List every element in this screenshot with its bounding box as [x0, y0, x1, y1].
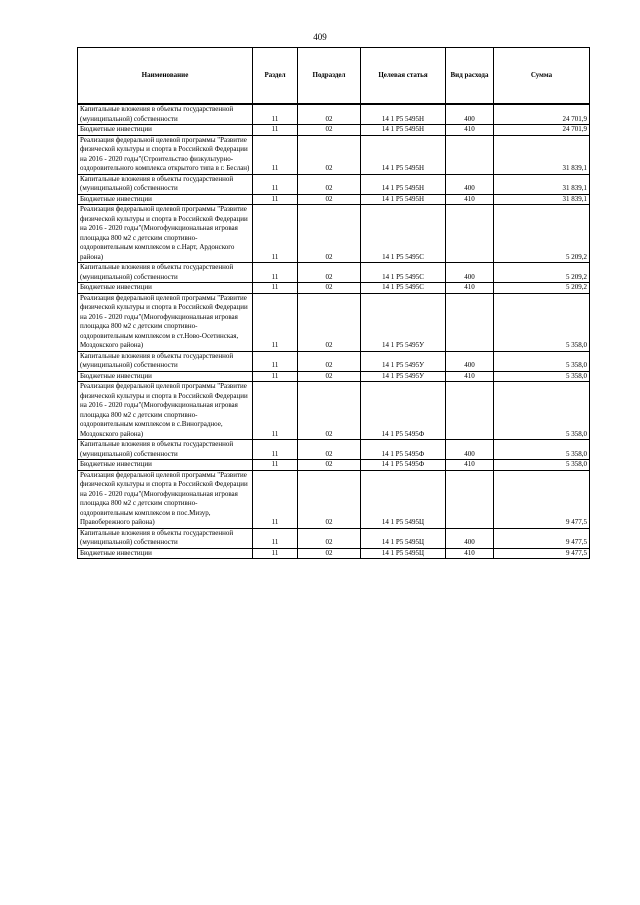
row-subsection: 02 — [298, 283, 361, 294]
row-target: 14 1 Р5 5495Ц — [361, 548, 446, 559]
table-row — [78, 135, 590, 174]
row-amount: 5 358,0 — [494, 351, 590, 371]
row-expense-type: 400 — [446, 528, 494, 548]
row-expense-type — [446, 135, 494, 174]
row-amount: 24 701,9 — [494, 125, 590, 136]
row-subsection: 02 — [298, 528, 361, 548]
row-name: Бюджетные инвестиции — [78, 125, 253, 136]
row-subsection: 02 — [298, 440, 361, 460]
row-expense-type: 400 — [446, 351, 494, 371]
table-row — [78, 548, 590, 559]
row-amount: 5 209,2 — [494, 283, 590, 294]
table-row — [78, 104, 590, 125]
row-section: 11 — [253, 351, 298, 371]
row-target: 14 1 Р5 5495Н — [361, 174, 446, 194]
row-amount: 9 477,5 — [494, 470, 590, 528]
row-expense-type — [446, 205, 494, 263]
row-name: Капитальные вложения в объекты государственной (муниципальной) собственности — [78, 104, 253, 125]
row-subsection: 02 — [298, 174, 361, 194]
row-section: 11 — [253, 528, 298, 548]
row-name: Бюджетные инвестиции — [78, 548, 253, 559]
row-name: Капитальные вложения в объекты государственной (муниципальной) собственности — [78, 174, 253, 194]
row-name: Капитальные вложения в объекты государственной (муниципальной) собственности — [78, 528, 253, 548]
row-section: 11 — [253, 174, 298, 194]
row-amount: 24 701,9 — [494, 104, 590, 125]
header-section: Раздел — [253, 48, 298, 105]
table-row — [78, 351, 590, 371]
row-subsection: 02 — [298, 293, 361, 351]
row-target: 14 1 Р5 5495Н — [361, 194, 446, 205]
row-expense-type: 410 — [446, 194, 494, 205]
row-target: 14 1 Р5 5495Н — [361, 104, 446, 125]
row-section: 11 — [253, 104, 298, 125]
table-row — [78, 125, 590, 136]
row-name: Бюджетные инвестиции — [78, 283, 253, 294]
row-name: Реализация федеральной целевой программы "Развитие физической культуры и спорта в Российской Федерации на 2016 - 2020 годы"(Многофункциональная игровая площадка 800 м2 с детским спортивно-оздоровительным комплексом в с.Виноградное, Моздокского района) — [78, 382, 253, 440]
row-target: 14 1 Р5 5495С — [361, 263, 446, 283]
row-amount: 5 358,0 — [494, 382, 590, 440]
row-subsection: 02 — [298, 371, 361, 382]
row-section: 11 — [253, 194, 298, 205]
row-amount: 5 358,0 — [494, 460, 590, 471]
table-row — [78, 528, 590, 548]
row-section: 11 — [253, 263, 298, 283]
row-expense-type — [446, 293, 494, 351]
row-expense-type: 410 — [446, 460, 494, 471]
table-row — [78, 371, 590, 382]
row-subsection: 02 — [298, 135, 361, 174]
row-section: 11 — [253, 293, 298, 351]
row-expense-type: 400 — [446, 263, 494, 283]
row-target: 14 1 Р5 5495Ц — [361, 470, 446, 528]
page-number: 409 — [313, 32, 327, 42]
row-name: Реализация федеральной целевой программы "Развитие физической культуры и спорта в Российской Федерации на 2016 - 2020 годы"(Строительство физкультурно-оздоровительного комплекса открытого типа в г. Беслан) — [78, 135, 253, 174]
row-target: 14 1 Р5 5495Ф — [361, 460, 446, 471]
row-expense-type: 400 — [446, 104, 494, 125]
row-name: Реализация федеральной целевой программы "Развитие физической культуры и спорта в Российской Федерации на 2016 - 2020 годы"(Многофункциональная игровая площадка 800 м2 с детским спортивно-оздоровительным комплексом в пос.Мизур, Правобережного района) — [78, 470, 253, 528]
row-expense-type — [446, 382, 494, 440]
table-row — [78, 174, 590, 194]
table-row — [78, 293, 590, 351]
row-amount: 9 477,5 — [494, 528, 590, 548]
row-section: 11 — [253, 125, 298, 136]
row-target: 14 1 Р5 5495У — [361, 371, 446, 382]
row-subsection: 02 — [298, 351, 361, 371]
row-target: 14 1 Р5 5495Ф — [361, 382, 446, 440]
row-expense-type: 410 — [446, 371, 494, 382]
row-expense-type: 400 — [446, 174, 494, 194]
row-name: Бюджетные инвестиции — [78, 194, 253, 205]
header-target: Целевая статья — [361, 48, 446, 105]
row-subsection: 02 — [298, 470, 361, 528]
table-row — [78, 283, 590, 294]
row-target: 14 1 Р5 5495С — [361, 283, 446, 294]
row-section: 11 — [253, 371, 298, 382]
row-expense-type: 400 — [446, 440, 494, 460]
row-subsection: 02 — [298, 382, 361, 440]
row-subsection: 02 — [298, 125, 361, 136]
row-subsection: 02 — [298, 194, 361, 205]
header-amount: Сумма — [494, 48, 590, 105]
table-row — [78, 470, 590, 528]
row-amount: 31 839,1 — [494, 135, 590, 174]
row-section: 11 — [253, 460, 298, 471]
row-section: 11 — [253, 283, 298, 294]
row-target: 14 1 Р5 5495Ф — [361, 440, 446, 460]
table-row — [78, 205, 590, 263]
budget-table — [77, 47, 590, 559]
row-subsection: 02 — [298, 548, 361, 559]
header-expense-type: Вид расхода — [446, 48, 494, 105]
row-name: Бюджетные инвестиции — [78, 460, 253, 471]
table-header-row — [78, 48, 590, 105]
table-row — [78, 263, 590, 283]
header-subsection: Подраздел — [298, 48, 361, 105]
row-target: 14 1 Р5 5495Ц — [361, 528, 446, 548]
row-amount: 5 209,2 — [494, 205, 590, 263]
row-expense-type: 410 — [446, 283, 494, 294]
row-expense-type: 410 — [446, 548, 494, 559]
row-amount: 9 477,5 — [494, 548, 590, 559]
row-name: Бюджетные инвестиции — [78, 371, 253, 382]
row-amount: 31 839,1 — [494, 174, 590, 194]
row-name: Капитальные вложения в объекты государственной (муниципальной) собственности — [78, 351, 253, 371]
row-name: Капитальные вложения в объекты государственной (муниципальной) собственности — [78, 440, 253, 460]
row-section: 11 — [253, 548, 298, 559]
row-subsection: 02 — [298, 104, 361, 125]
row-expense-type — [446, 470, 494, 528]
table-row — [78, 382, 590, 440]
row-target: 14 1 Р5 5495У — [361, 293, 446, 351]
row-amount: 5 358,0 — [494, 440, 590, 460]
row-amount: 31 839,1 — [494, 194, 590, 205]
table-row — [78, 440, 590, 460]
row-target: 14 1 Р5 5495С — [361, 205, 446, 263]
row-target: 14 1 Р5 5495Н — [361, 125, 446, 136]
table-body — [78, 104, 590, 559]
row-subsection: 02 — [298, 263, 361, 283]
row-section: 11 — [253, 440, 298, 460]
table-row — [78, 194, 590, 205]
row-name: Капитальные вложения в объекты государственной (муниципальной) собственности — [78, 263, 253, 283]
row-target: 14 1 Р5 5495Н — [361, 135, 446, 174]
row-section: 11 — [253, 382, 298, 440]
row-subsection: 02 — [298, 205, 361, 263]
row-amount: 5 358,0 — [494, 293, 590, 351]
row-name: Реализация федеральной целевой программы "Развитие физической культуры и спорта в Российской Федерации на 2016 - 2020 годы"(Многофункциональная игровая площадка 800 м2 с детским спортивно-оздоровительным комплексом в ст.Ново-Осетинская, Моздокского района) — [78, 293, 253, 351]
table-row — [78, 460, 590, 471]
row-target: 14 1 Р5 5495У — [361, 351, 446, 371]
row-section: 11 — [253, 205, 298, 263]
row-amount: 5 209,2 — [494, 263, 590, 283]
row-section: 11 — [253, 135, 298, 174]
row-section: 11 — [253, 470, 298, 528]
row-subsection: 02 — [298, 460, 361, 471]
row-expense-type: 410 — [446, 125, 494, 136]
row-amount: 5 358,0 — [494, 371, 590, 382]
header-name: Наименование — [78, 48, 253, 105]
row-name: Реализация федеральной целевой программы "Развитие физической культуры и спорта в Российской Федерации на 2016 - 2020 годы"(Многофункциональная игровая площадка 800 м2 с детским спортивно-оздоровительным комплексом в с.Нарт, Ардонского района) — [78, 205, 253, 263]
